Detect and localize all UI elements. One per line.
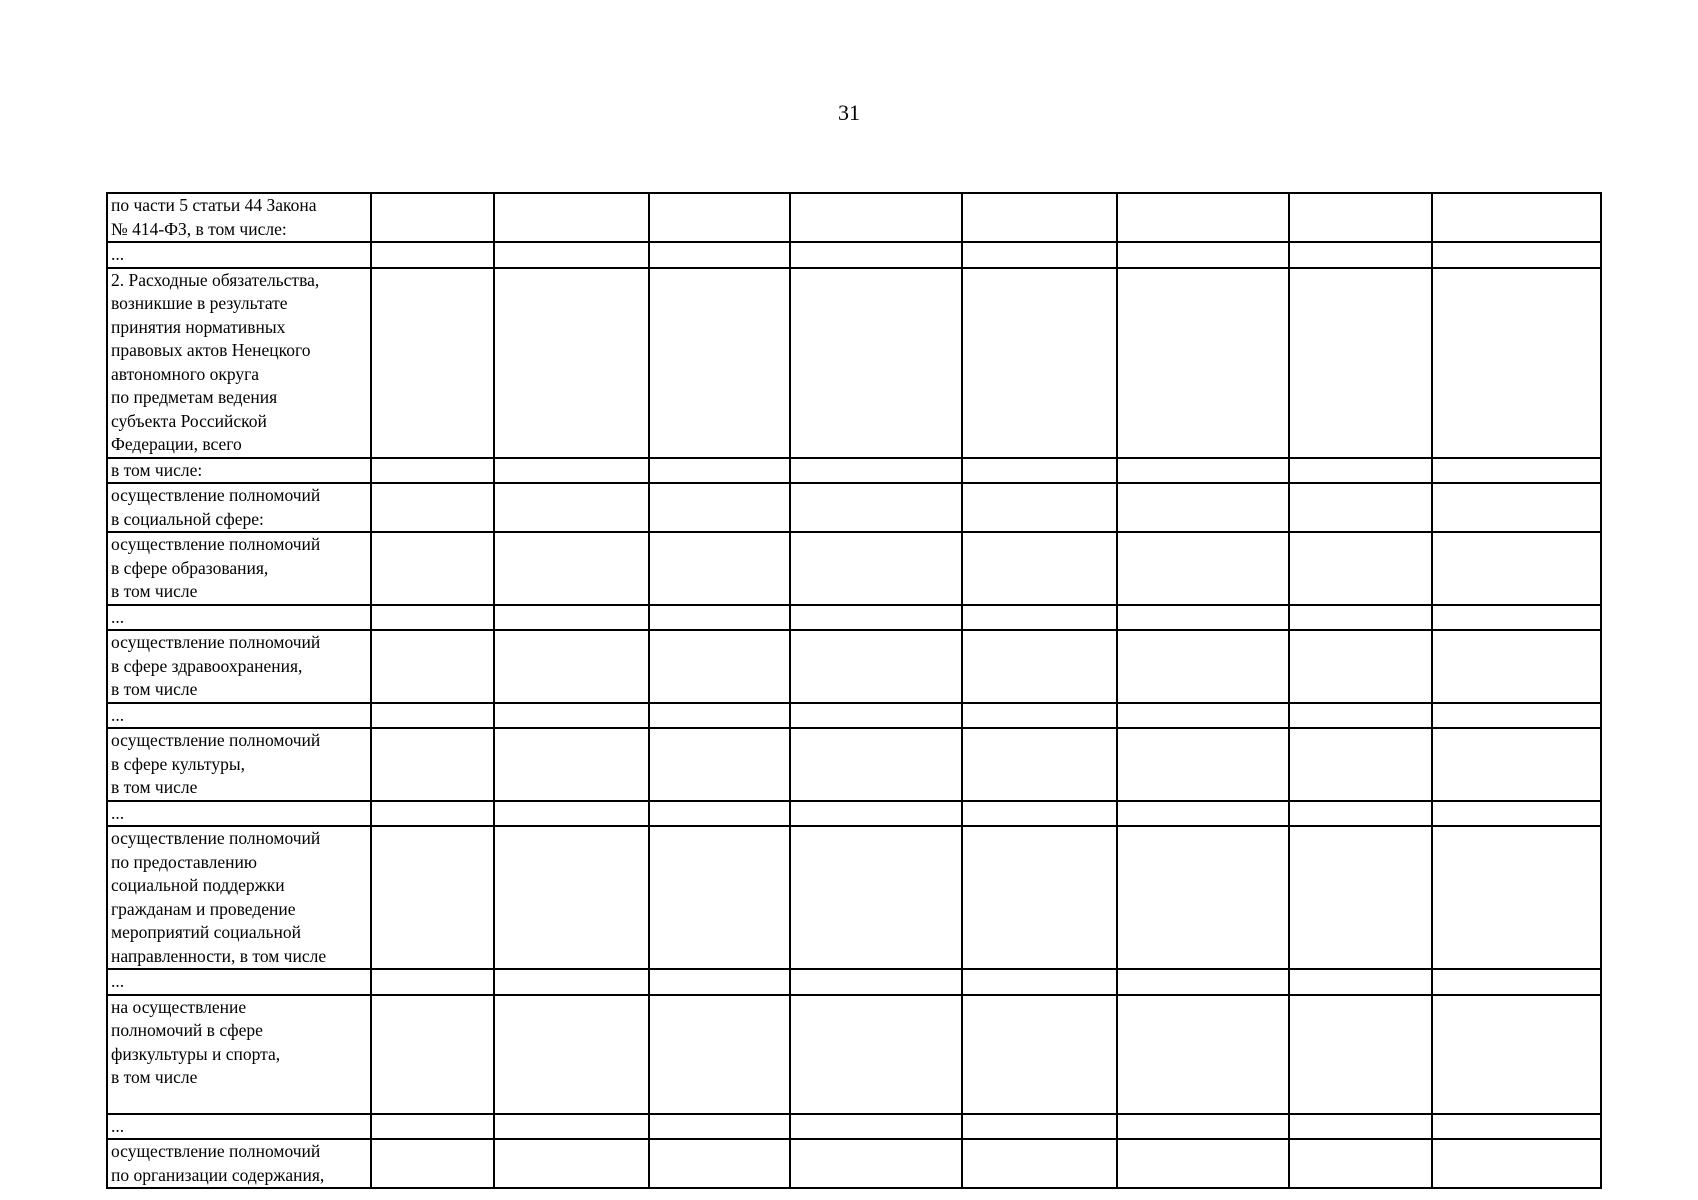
row-label: 2. Расходные обязательства, возникшие в результате принятия нормативных правовых актов Ненецкого автономного округа по предметам ведения субъекта Российской Федерации, всего	[107, 268, 371, 458]
empty-cell	[1117, 995, 1289, 1114]
empty-cell	[494, 242, 649, 268]
empty-cell	[649, 483, 790, 532]
empty-cell	[1117, 268, 1289, 458]
empty-cell	[1432, 801, 1601, 827]
empty-cell	[1432, 1139, 1601, 1188]
empty-cell	[1432, 605, 1601, 631]
empty-cell	[1289, 1114, 1432, 1140]
empty-cell	[1117, 630, 1289, 703]
empty-cell	[649, 242, 790, 268]
empty-cell	[649, 605, 790, 631]
empty-cell	[962, 703, 1117, 729]
empty-cell	[371, 801, 494, 827]
empty-cell	[1432, 1114, 1601, 1140]
empty-cell	[371, 728, 494, 801]
empty-cell	[962, 826, 1117, 969]
empty-cell	[1432, 969, 1601, 995]
empty-cell	[1289, 995, 1432, 1114]
empty-cell	[962, 605, 1117, 631]
table-row	[107, 193, 1601, 242]
empty-cell	[1289, 630, 1432, 703]
empty-cell	[790, 826, 962, 969]
empty-cell	[494, 995, 649, 1114]
empty-cell	[649, 1114, 790, 1140]
empty-cell	[1117, 969, 1289, 995]
empty-cell	[1117, 1114, 1289, 1140]
empty-cell	[790, 728, 962, 801]
empty-cell	[1289, 801, 1432, 827]
row-label: ...	[107, 1114, 371, 1140]
empty-cell	[1289, 728, 1432, 801]
empty-cell	[371, 826, 494, 969]
empty-cell	[790, 995, 962, 1114]
empty-cell	[371, 995, 494, 1114]
empty-cell	[494, 605, 649, 631]
table-row	[107, 1114, 1601, 1140]
table-body	[107, 193, 1601, 1188]
table-row	[107, 801, 1601, 827]
empty-cell	[371, 193, 494, 242]
empty-cell	[1117, 703, 1289, 729]
table-row	[107, 242, 1601, 268]
empty-cell	[1432, 703, 1601, 729]
empty-cell	[1432, 630, 1601, 703]
table-row	[107, 969, 1601, 995]
row-label: осуществление полномочий в сфере образования, в том числе	[107, 532, 371, 605]
empty-cell	[1432, 728, 1601, 801]
empty-cell	[494, 483, 649, 532]
empty-cell	[371, 703, 494, 729]
empty-cell	[1117, 193, 1289, 242]
empty-cell	[962, 969, 1117, 995]
empty-cell	[494, 728, 649, 801]
empty-cell	[494, 1114, 649, 1140]
table-row	[107, 826, 1601, 969]
empty-cell	[1432, 483, 1601, 532]
empty-cell	[649, 193, 790, 242]
table-row	[107, 605, 1601, 631]
empty-cell	[1289, 969, 1432, 995]
empty-cell	[962, 1139, 1117, 1188]
empty-cell	[1289, 826, 1432, 969]
empty-cell	[790, 532, 962, 605]
table-row	[107, 532, 1601, 605]
empty-cell	[962, 1114, 1117, 1140]
empty-cell	[962, 995, 1117, 1114]
empty-cell	[494, 268, 649, 458]
table-row	[107, 483, 1601, 532]
empty-cell	[1289, 1139, 1432, 1188]
empty-cell	[371, 605, 494, 631]
empty-cell	[790, 242, 962, 268]
empty-cell	[494, 193, 649, 242]
empty-cell	[494, 630, 649, 703]
empty-cell	[1289, 193, 1432, 242]
empty-cell	[494, 458, 649, 484]
empty-cell	[790, 483, 962, 532]
empty-cell	[371, 1139, 494, 1188]
empty-cell	[1432, 242, 1601, 268]
empty-cell	[371, 268, 494, 458]
row-label: ...	[107, 242, 371, 268]
empty-cell	[649, 703, 790, 729]
empty-cell	[649, 801, 790, 827]
empty-cell	[1289, 483, 1432, 532]
empty-cell	[494, 1139, 649, 1188]
empty-cell	[371, 458, 494, 484]
row-label: ...	[107, 605, 371, 631]
empty-cell	[1117, 826, 1289, 969]
empty-cell	[790, 703, 962, 729]
empty-cell	[649, 826, 790, 969]
empty-cell	[1289, 242, 1432, 268]
empty-cell	[1289, 458, 1432, 484]
table-row	[107, 630, 1601, 703]
empty-cell	[1117, 242, 1289, 268]
table-row	[107, 1139, 1601, 1188]
empty-cell	[1117, 801, 1289, 827]
empty-cell	[1432, 995, 1601, 1114]
table-row	[107, 995, 1601, 1114]
empty-cell	[371, 969, 494, 995]
row-label: в том числе:	[107, 458, 371, 484]
empty-cell	[371, 242, 494, 268]
row-label: по части 5 статьи 44 Закона № 414-ФЗ, в том числе:	[107, 193, 371, 242]
empty-cell	[790, 630, 962, 703]
empty-cell	[962, 483, 1117, 532]
empty-cell	[1432, 826, 1601, 969]
empty-cell	[1289, 532, 1432, 605]
empty-cell	[1117, 532, 1289, 605]
row-label: осуществление полномочий по организации содержания,	[107, 1139, 371, 1188]
empty-cell	[1289, 703, 1432, 729]
empty-cell	[494, 703, 649, 729]
empty-cell	[1117, 1139, 1289, 1188]
empty-cell	[649, 458, 790, 484]
table-row	[107, 268, 1601, 458]
empty-cell	[649, 1139, 790, 1188]
empty-cell	[1117, 728, 1289, 801]
table-row	[107, 458, 1601, 484]
empty-cell	[649, 969, 790, 995]
empty-cell	[962, 458, 1117, 484]
empty-cell	[649, 630, 790, 703]
empty-cell	[649, 728, 790, 801]
row-label: осуществление полномочий в социальной сфере:	[107, 483, 371, 532]
expenditure-table	[106, 192, 1602, 1189]
empty-cell	[494, 969, 649, 995]
empty-cell	[962, 193, 1117, 242]
empty-cell	[649, 995, 790, 1114]
empty-cell	[790, 605, 962, 631]
empty-cell	[790, 193, 962, 242]
empty-cell	[1117, 458, 1289, 484]
empty-cell	[1289, 268, 1432, 458]
empty-cell	[1117, 483, 1289, 532]
empty-cell	[790, 969, 962, 995]
empty-cell	[371, 630, 494, 703]
empty-cell	[790, 801, 962, 827]
empty-cell	[1432, 193, 1601, 242]
empty-cell	[962, 630, 1117, 703]
empty-cell	[1432, 458, 1601, 484]
row-label: ...	[107, 703, 371, 729]
empty-cell	[494, 826, 649, 969]
empty-cell	[962, 532, 1117, 605]
empty-cell	[649, 268, 790, 458]
empty-cell	[790, 268, 962, 458]
row-label: осуществление полномочий в сфере здравоохранения, в том числе	[107, 630, 371, 703]
empty-cell	[494, 801, 649, 827]
empty-cell	[1117, 605, 1289, 631]
empty-cell	[790, 458, 962, 484]
empty-cell	[494, 532, 649, 605]
empty-cell	[1289, 605, 1432, 631]
empty-cell	[371, 532, 494, 605]
row-label: на осуществление полномочий в сфере физкультуры и спорта, в том числе	[107, 995, 371, 1114]
empty-cell	[962, 242, 1117, 268]
empty-cell	[1432, 532, 1601, 605]
table-row	[107, 728, 1601, 801]
empty-cell	[371, 483, 494, 532]
empty-cell	[790, 1139, 962, 1188]
empty-cell	[649, 532, 790, 605]
empty-cell	[1432, 268, 1601, 458]
table-row	[107, 703, 1601, 729]
empty-cell	[962, 728, 1117, 801]
row-label: осуществление полномочий по предоставлению социальной поддержки гражданам и проведение мероприятий социальной направленности, в том числе	[107, 826, 371, 969]
page-number: 31	[838, 100, 860, 125]
empty-cell	[962, 801, 1117, 827]
empty-cell	[790, 1114, 962, 1140]
empty-cell	[962, 268, 1117, 458]
row-label: ...	[107, 801, 371, 827]
row-label: ...	[107, 969, 371, 995]
empty-cell	[371, 1114, 494, 1140]
row-label: осуществление полномочий в сфере культуры, в том числе	[107, 728, 371, 801]
